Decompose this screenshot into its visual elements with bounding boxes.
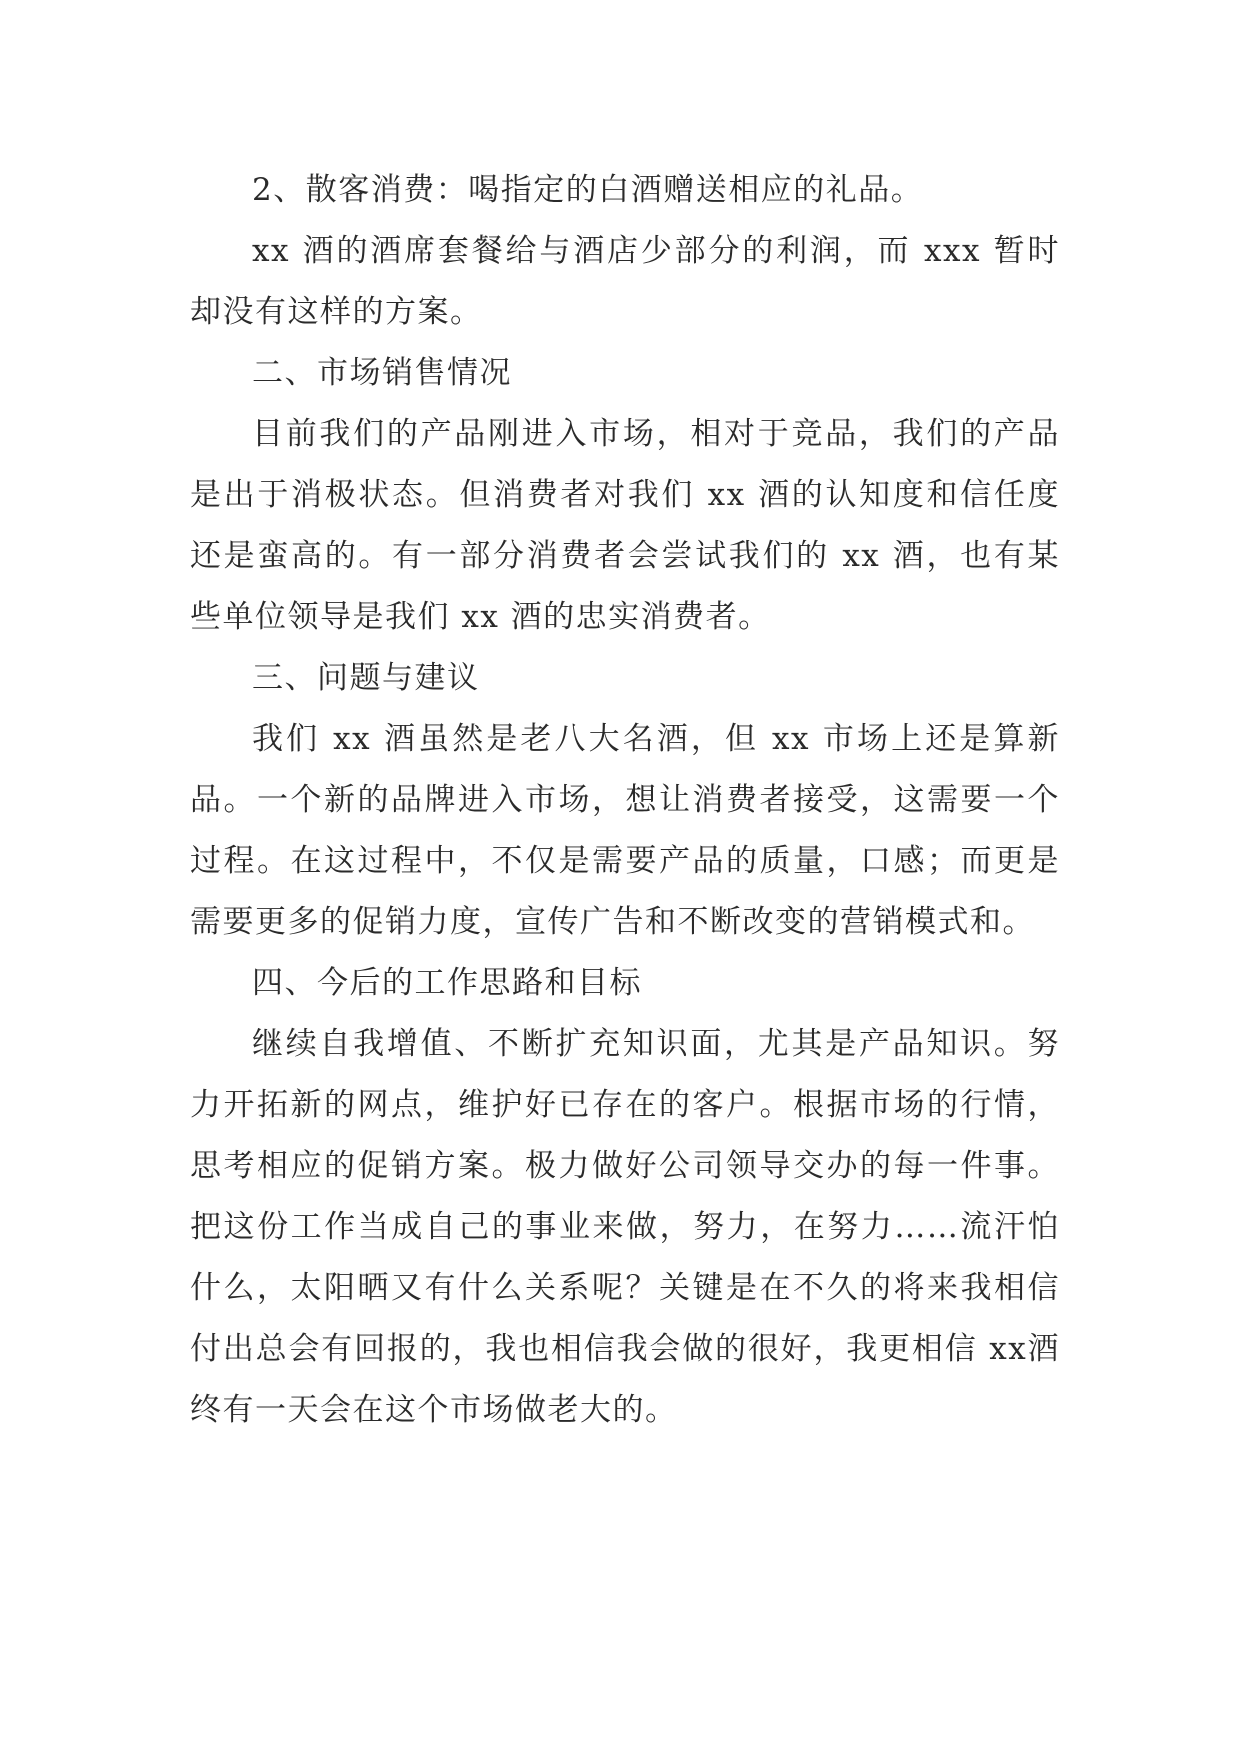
paragraph-issues-suggestions: 我们 xx 酒虽然是老八大名酒，但 xx 市场上还是算新品。一个新的品牌进入市场，想让消费者接受，这需要一个过程。在这过程中，不仅是需要产品的质量，口感；而更是需要更多的促销力度，宣传广告和不断改变的营销模式和。 xyxy=(190,721,1060,940)
paragraph-banquet-package: xx 酒的酒席套餐给与酒店少部分的利润，而 xxx 暂时却没有这样的方案。 xyxy=(190,233,1060,330)
paragraph-future-plans: 继续自我增值、不断扩充知识面，尤其是产品知识。努力开拓新的网点，维护好已存在的客户。根据市场的行情，思考相应的促销方案。极力做好公司领导交办的每一件事。把这份工作当成自己的事业来做，努力，在努力……流汗怕什么，太阳晒又有什么关系呢？关键是在不久的将来我相信付出总会有回报的，我也相信我会做的很好，我更相信 xx酒终有一天会在这个市场做老大的。 xyxy=(190,1026,1060,1428)
paragraph-retail-promotion: 2、散客消费：喝指定的白酒赠送相应的礼品。 xyxy=(252,172,924,208)
section-heading-market-sales: 二、市场销售情况 xyxy=(252,355,512,391)
section-heading-issues-suggestions: 三、问题与建议 xyxy=(252,660,480,696)
paragraph-market-sales: 目前我们的产品刚进入市场，相对于竞品，我们的产品是出于消极状态。但消费者对我们 xx 酒的认知度和信任度还是蛮高的。有一部分消费者会尝试我们的 xx 酒，也有某些单位领导是我们 xx 酒的忠实消费者。 xyxy=(190,416,1060,635)
section-heading-future-plans: 四、今后的工作思路和目标 xyxy=(252,965,642,1001)
document-body xyxy=(190,160,1060,1441)
